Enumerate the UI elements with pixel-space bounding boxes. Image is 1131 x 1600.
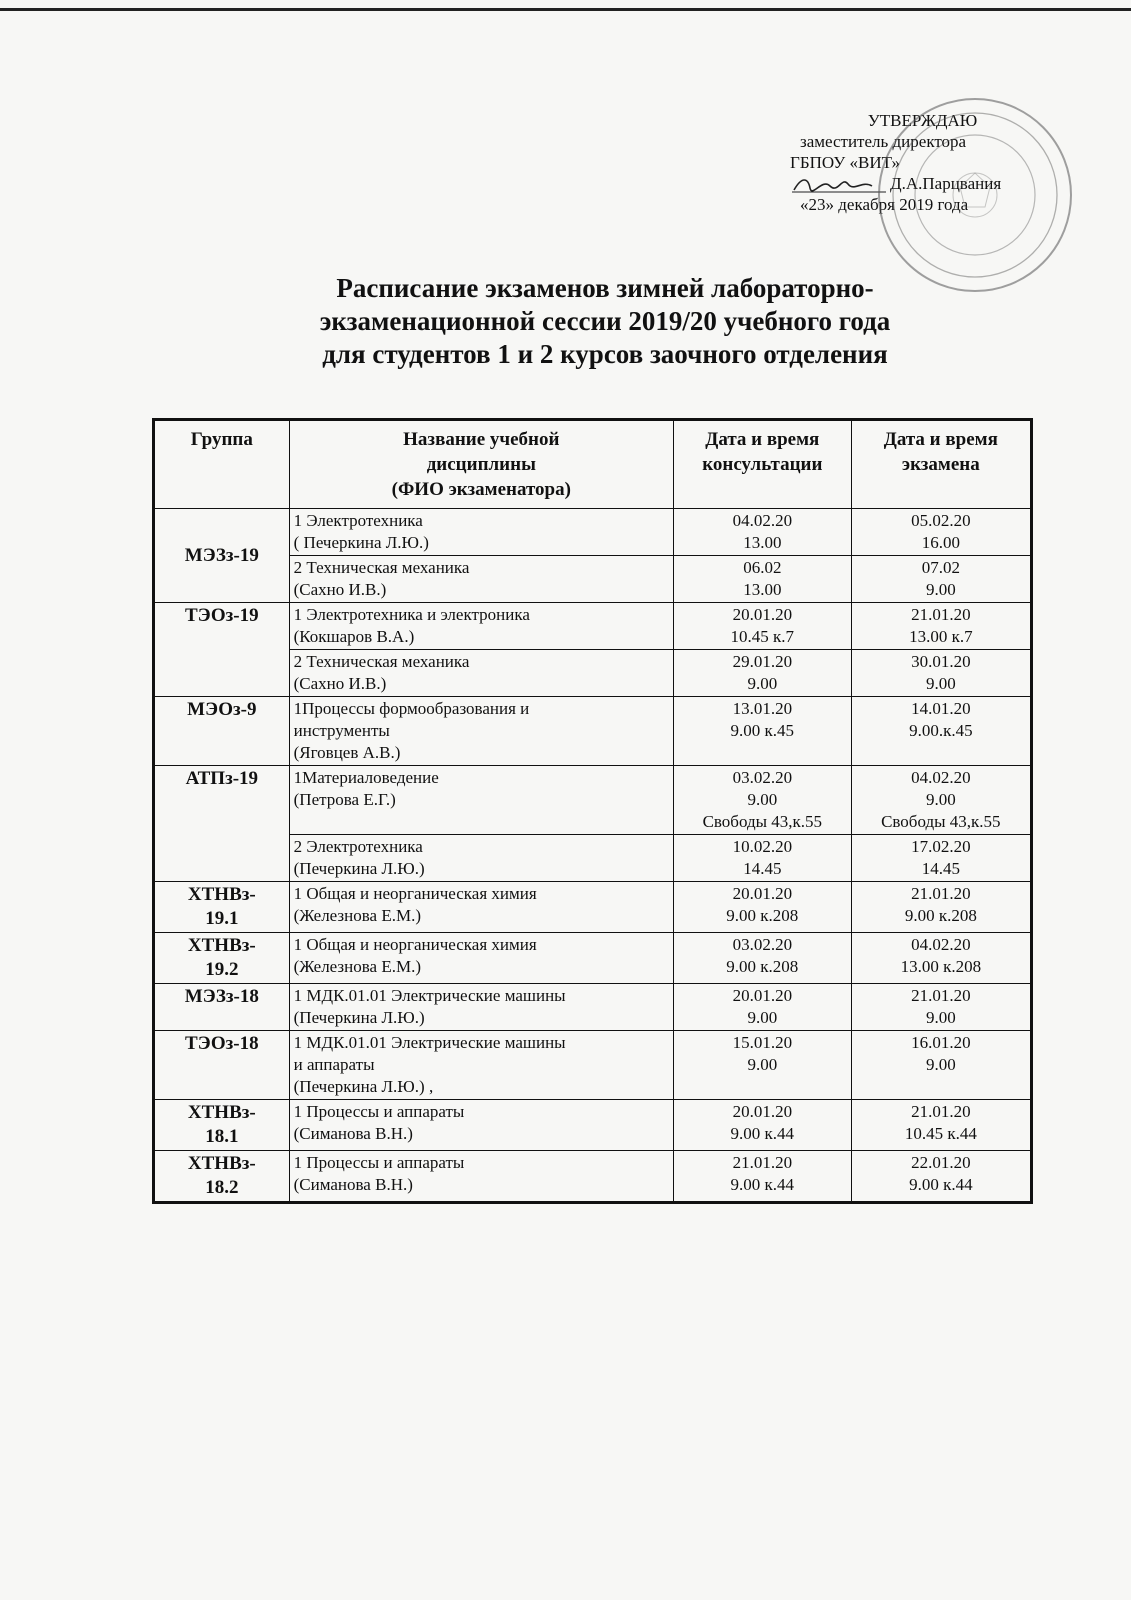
subject-cell: 1 Электротехника и электроника (Кокшаров В.А.) (289, 603, 673, 650)
header-exam: Дата и время экзамена (851, 420, 1031, 509)
exam-cell: 04.02.20 9.00 Свободы 43,к.55 (851, 766, 1031, 835)
group-cell: ХТНВз- 18.1 (154, 1100, 290, 1151)
consultation-cell: 20.01.20 9.00 (673, 984, 851, 1031)
group-cell: ХТНВз- 19.2 (154, 933, 290, 984)
group-cell: АТПз-19 (154, 766, 290, 882)
consultation-cell: 29.01.20 9.00 (673, 650, 851, 697)
exam-cell: 14.01.20 9.00.к.45 (851, 697, 1031, 766)
approval-name: Д.А.Парцвания (890, 174, 1002, 193)
subject-cell: 2 Техническая механика (Сахно И.В.) (289, 650, 673, 697)
subject-cell: 1Материаловедение (Петрова Е.Г.) (289, 766, 673, 835)
group-cell: МЭЗз-19 (154, 509, 290, 603)
approval-date: «23» декабря 2019 года (800, 195, 969, 214)
table-row (154, 697, 1032, 766)
subject-cell: 1 Общая и неорганическая химия (Железнова Е.М.) (289, 882, 673, 933)
title-line-3: для студентов 1 и 2 курсов заочного отделения (322, 339, 888, 369)
table-row (154, 933, 1032, 984)
table-row (154, 882, 1032, 933)
subject-cell: 1Процессы формообразования и инструменты (Яговцев А.В.) (289, 697, 673, 766)
subject-cell: 1 МДК.01.01 Электрические машины и аппараты (Печеркина Л.Ю.) , (289, 1031, 673, 1100)
exam-cell: 17.02.20 14.45 (851, 835, 1031, 882)
exam-cell: 22.01.20 9.00 к.44 (851, 1151, 1031, 1203)
subject-cell: 1 Электротехника ( Печеркина Л.Ю.) (289, 509, 673, 556)
group-cell: ТЭОз-19 (154, 603, 290, 697)
group-cell: МЭОз-9 (154, 697, 290, 766)
scan-top-border (0, 8, 1131, 11)
exam-cell: 16.01.20 9.00 (851, 1031, 1031, 1100)
consultation-cell: 20.01.20 9.00 к.44 (673, 1100, 851, 1151)
consultation-cell: 21.01.20 9.00 к.44 (673, 1151, 851, 1203)
consultation-cell: 20.01.20 9.00 к.208 (673, 882, 851, 933)
header-subject: Название учебной дисциплины (ФИО экзаменатора) (289, 420, 673, 509)
exam-cell: 21.01.20 9.00 (851, 984, 1031, 1031)
exam-cell: 30.01.20 9.00 (851, 650, 1031, 697)
exam-cell: 07.02 9.00 (851, 556, 1031, 603)
subject-cell: 2 Техническая механика (Сахно И.В.) (289, 556, 673, 603)
table-row (154, 603, 1032, 650)
consultation-cell: 10.02.20 14.45 (673, 835, 851, 882)
table-row (154, 1031, 1032, 1100)
table-row (154, 1151, 1032, 1203)
exam-cell: 21.01.20 9.00 к.208 (851, 882, 1031, 933)
exam-cell: 05.02.20 16.00 (851, 509, 1031, 556)
group-cell: МЭЗз-18 (154, 984, 290, 1031)
approval-title: УТВЕРЖДАЮ (867, 111, 978, 130)
group-cell: ТЭОз-18 (154, 1031, 290, 1100)
header-consultation: Дата и время консультации (673, 420, 851, 509)
title-line-2: экзаменационной сессии 2019/20 учебного года (319, 306, 891, 336)
table-row (154, 984, 1032, 1031)
subject-cell: 2 Электротехника (Печеркина Л.Ю.) (289, 835, 673, 882)
consultation-cell: 04.02.20 13.00 (673, 509, 851, 556)
subject-cell: 1 Общая и неорганическая химия (Железнова Е.М.) (289, 933, 673, 984)
consultation-cell: 03.02.20 9.00 к.208 (673, 933, 851, 984)
table-header-row (154, 420, 1032, 509)
consultation-cell: 20.01.20 10.45 к.7 (673, 603, 851, 650)
table-row (154, 509, 1032, 556)
title-line-1: Расписание экзаменов зимней лабораторно- (336, 273, 874, 303)
exam-cell: 21.01.20 10.45 к.44 (851, 1100, 1031, 1151)
group-cell: ХТНВз- 19.1 (154, 882, 290, 933)
table-row (154, 1100, 1032, 1151)
exam-schedule-table (152, 418, 1033, 1204)
approval-organization: ГБПОУ «ВИТ» (790, 153, 901, 172)
group-cell: ХТНВз- 18.2 (154, 1151, 290, 1203)
consultation-cell: 03.02.20 9.00 Свободы 43,к.55 (673, 766, 851, 835)
consultation-cell: 06.02 13.00 (673, 556, 851, 603)
subject-cell: 1 Процессы и аппараты (Симанова В.Н.) (289, 1151, 673, 1203)
subject-cell: 1 МДК.01.01 Электрические машины (Печеркина Л.Ю.) (289, 984, 673, 1031)
subject-cell: 1 Процессы и аппараты (Симанова В.Н.) (289, 1100, 673, 1151)
header-group: Группа (154, 420, 290, 509)
consultation-cell: 13.01.20 9.00 к.45 (673, 697, 851, 766)
table-row (154, 766, 1032, 835)
document-title (225, 272, 985, 371)
exam-cell: 04.02.20 13.00 к.208 (851, 933, 1031, 984)
official-seal (875, 95, 1075, 295)
exam-cell: 21.01.20 13.00 к.7 (851, 603, 1031, 650)
approval-position: заместитель директора (800, 132, 967, 151)
consultation-cell: 15.01.20 9.00 (673, 1031, 851, 1100)
